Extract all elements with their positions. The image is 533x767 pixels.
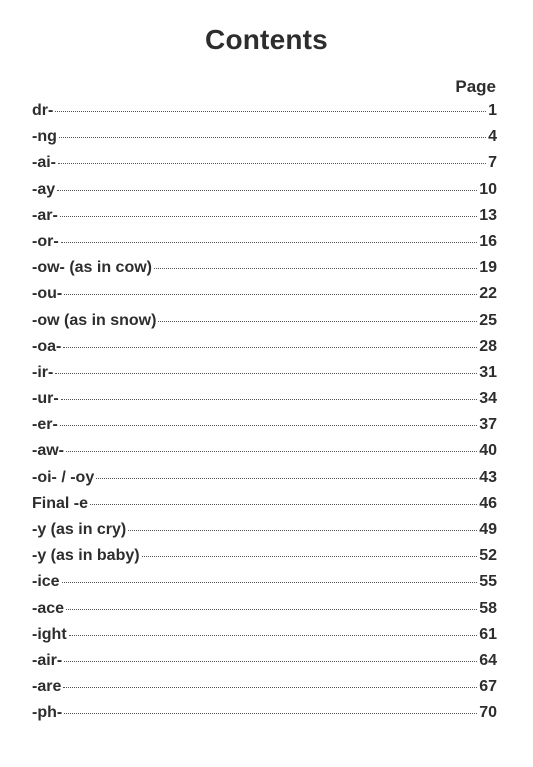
toc-entry[interactable]	[32, 312, 497, 338]
toc-entry[interactable]	[32, 547, 497, 573]
dot-leader	[142, 556, 478, 557]
toc-entry[interactable]	[32, 600, 497, 626]
toc-entry[interactable]	[32, 573, 497, 599]
dot-leader	[55, 373, 477, 374]
toc-entry-page-number: 22	[479, 285, 497, 303]
toc-entry-page-number: 64	[479, 651, 497, 669]
dot-leader	[128, 530, 477, 531]
dot-leader	[158, 321, 477, 322]
toc-entry-page-number: 25	[479, 311, 497, 329]
toc-entry-label: dr-	[32, 102, 54, 119]
table-of-contents	[32, 102, 497, 731]
dot-leader	[96, 478, 477, 479]
dot-leader	[64, 294, 477, 295]
toc-entry[interactable]	[32, 678, 497, 704]
toc-entry-page-number: 28	[479, 337, 497, 355]
toc-entry-page-number: 4	[488, 128, 497, 146]
toc-entry-page-number: 61	[479, 625, 497, 643]
toc-entry-page-number: 49	[479, 521, 497, 538]
toc-entry-page-number: 58	[479, 599, 497, 617]
toc-entry-page-number: 13	[479, 206, 497, 224]
toc-entry[interactable]	[32, 495, 497, 521]
toc-entry-page-number: 70	[479, 704, 497, 722]
dot-leader	[63, 347, 477, 348]
toc-entry[interactable]	[32, 364, 497, 390]
dot-leader	[58, 163, 486, 164]
toc-entry-page-number: 16	[479, 232, 497, 250]
toc-entry-label: -ou-	[32, 285, 63, 303]
toc-entry[interactable]	[32, 285, 497, 311]
toc-entry[interactable]	[32, 521, 497, 547]
dot-leader	[66, 609, 477, 610]
toc-entry[interactable]	[32, 338, 497, 364]
toc-entry[interactable]	[32, 128, 497, 154]
toc-entry-page-number: 1	[488, 102, 497, 119]
toc-entry[interactable]	[32, 704, 497, 730]
toc-entry-label: -ur-	[32, 390, 59, 408]
toc-entry-page-number: 37	[479, 416, 497, 434]
toc-entry-label: -oa-	[32, 337, 62, 355]
dot-leader	[62, 582, 478, 583]
toc-entry[interactable]	[32, 154, 497, 180]
toc-entry-label: -ir-	[32, 363, 54, 381]
toc-entry[interactable]	[32, 442, 497, 468]
toc-entry-label: -aw-	[32, 442, 64, 460]
toc-entry-label: -ay	[32, 180, 56, 198]
toc-entry[interactable]	[32, 233, 497, 259]
toc-entry-label: -ai-	[32, 154, 56, 172]
toc-entry-page-number: 10	[479, 180, 497, 198]
toc-entry-page-number: 46	[479, 494, 497, 512]
toc-entry[interactable]	[32, 181, 497, 207]
page-title: Contents	[205, 24, 328, 55]
toc-entry-page-number: 43	[479, 468, 497, 486]
dot-leader	[63, 687, 477, 688]
toc-entry-label: -are	[32, 678, 62, 696]
toc-entry-label: -ow (as in snow)	[32, 311, 157, 329]
dot-leader	[154, 268, 477, 269]
dot-leader	[61, 242, 478, 243]
toc-entry-page-number: 31	[479, 363, 497, 381]
dot-leader	[55, 111, 486, 112]
toc-entry-label: -oi- / -oy	[32, 468, 95, 486]
toc-entry-label: -y (as in cry)	[32, 521, 127, 538]
dot-leader	[66, 451, 477, 452]
toc-entry-page-number: 34	[479, 390, 497, 408]
dot-leader	[90, 504, 477, 505]
page-column-header: Page	[455, 77, 496, 96]
toc-entry-label: -ar-	[32, 206, 58, 224]
toc-entry-label: -ice	[32, 573, 60, 591]
toc-entry-page-number: 7	[488, 154, 497, 172]
toc-entry-label: -er-	[32, 416, 58, 434]
dot-leader	[64, 713, 477, 714]
toc-entry[interactable]	[32, 207, 497, 233]
toc-entry-label: -ight	[32, 625, 67, 643]
dot-leader	[60, 216, 477, 217]
toc-entry[interactable]	[32, 259, 497, 285]
toc-entry-page-number: 67	[479, 678, 497, 696]
dot-leader	[64, 661, 477, 662]
toc-entry-label: -ow- (as in cow)	[32, 259, 152, 277]
toc-entry[interactable]	[32, 102, 497, 128]
toc-entry-label: -ace	[32, 599, 65, 617]
dot-leader	[61, 399, 478, 400]
toc-entry-page-number: 55	[479, 573, 497, 591]
toc-entry[interactable]	[32, 626, 497, 652]
toc-entry-page-number: 19	[479, 259, 497, 277]
toc-entry-label: -y (as in baby)	[32, 547, 140, 565]
toc-entry[interactable]	[32, 469, 497, 495]
toc-entry[interactable]	[32, 652, 497, 678]
toc-entry-label: -or-	[32, 232, 59, 250]
toc-entry-page-number: 40	[479, 442, 497, 460]
dot-leader	[57, 190, 477, 191]
toc-entry[interactable]	[32, 390, 497, 416]
dot-leader	[69, 635, 478, 636]
toc-entry-label: -air-	[32, 651, 63, 669]
toc-entry-page-number: 52	[479, 547, 497, 565]
toc-entry-label: -ng	[32, 128, 57, 146]
toc-entry[interactable]	[32, 416, 497, 442]
dot-leader	[60, 425, 477, 426]
dot-leader	[59, 137, 486, 138]
toc-entry-label: -ph-	[32, 704, 63, 722]
toc-entry-label: Final -e	[32, 494, 89, 512]
